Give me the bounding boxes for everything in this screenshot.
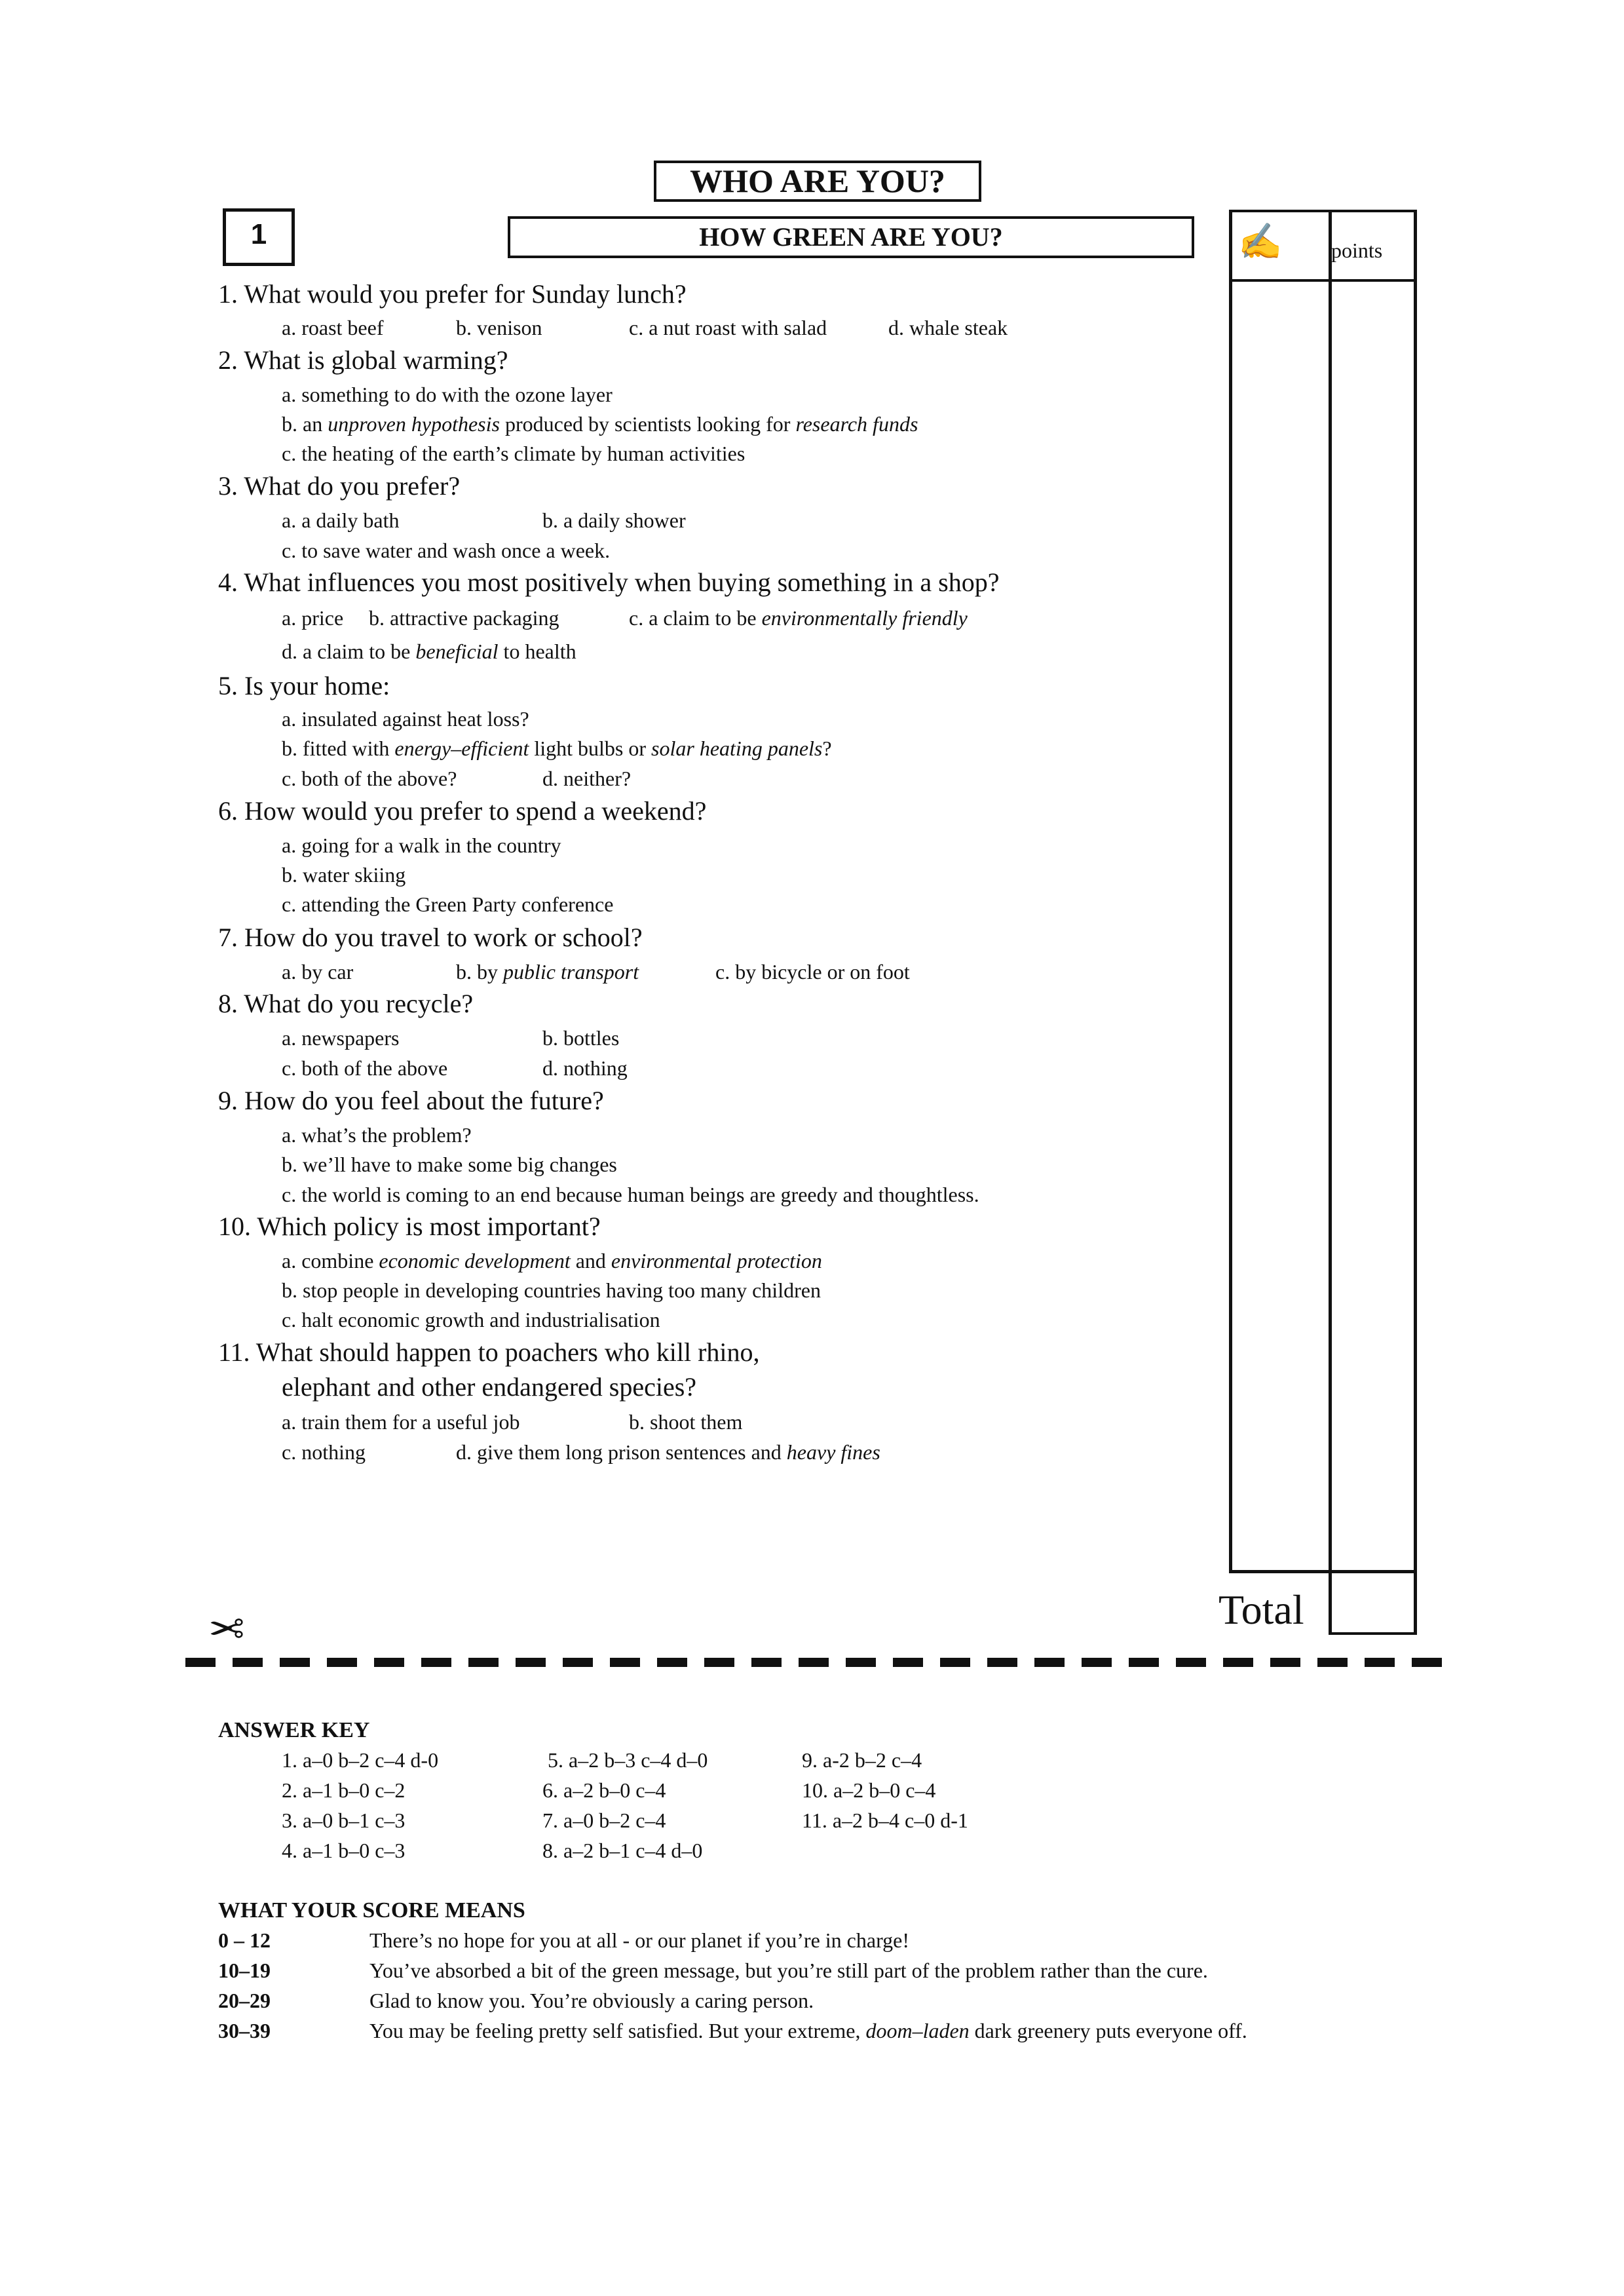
cut-line-dash [516,1658,546,1667]
option-5b: b. fitted with energy–efficient light bulbs or solar heating panels? [282,737,832,760]
option-9c: c. the world is coming to an end because human beings are greedy and thoughtless. [282,1183,979,1206]
option-11a: a. train them for a useful job [282,1410,520,1434]
cut-line-dash [1082,1658,1112,1667]
answer-key-11: 11. a–2 b–4 c–0 d-1 [802,1808,968,1832]
option-11b: b. shoot them [629,1410,743,1434]
option-6c: c. attending the Green Party conference [282,892,614,916]
question-2: 2. What is global warming? [218,345,508,375]
answer-key-2: 2. a–1 b–0 c–2 [282,1778,406,1802]
page-title: WHO ARE YOU? [654,161,981,202]
answer-key-5: 5. a–2 b–3 c–4 d–0 [548,1748,708,1772]
option-5d: d. neither? [542,767,632,790]
score-range-3: 20–29 [218,1989,271,2012]
question-11: 11. What should happen to poachers who kill rhino, [218,1337,760,1367]
answer-key-9: 9. a-2 b–2 c–4 [802,1748,922,1772]
option-9b: b. we’ll have to make some big changes [282,1153,617,1176]
option-8c: c. both of the above [282,1056,448,1080]
cut-line-dash [1412,1658,1442,1667]
cut-line-dash [1365,1658,1395,1667]
cut-line-dash [233,1658,263,1667]
option-8d: d. nothing [542,1056,628,1080]
option-11c: c. nothing [282,1440,366,1464]
quiz-title: HOW GREEN ARE YOU? [508,216,1194,258]
option-1d: d. whale steak [888,316,1008,339]
option-2b: b. an unproven hypothesis produced by scientists looking for research funds [282,412,918,436]
writing-hand-icon: ✍ [1238,222,1283,261]
answer-key-7: 7. a–0 b–2 c–4 [542,1808,666,1832]
score-text-2: You’ve absorbed a bit of the green message, but you’re still part of the problem rather than the cure. [369,1959,1208,1982]
cut-line-dash [468,1658,499,1667]
option-3b: b. a daily shower [542,508,686,532]
option-7c: c. by bicycle or on foot [715,960,910,984]
option-4d: d. a claim to be beneficial to health [282,640,576,663]
points-label: points [1331,239,1383,262]
cut-line-dash [185,1658,216,1667]
answer-key-6: 6. a–2 b–0 c–4 [542,1778,666,1802]
cut-line-dash [846,1658,876,1667]
score-text-1: There’s no hope for you at all - or our planet if you’re in charge! [369,1928,909,1952]
cut-line-dash [610,1658,640,1667]
score-meaning-heading: WHAT YOUR SCORE MEANS [218,1898,525,1923]
option-3c: c. to save water and wash once a week. [282,539,611,562]
question-10: 10. Which policy is most important? [218,1212,601,1241]
question-4: 4. What influences you most positively when buying something in a shop? [218,567,1000,597]
score-range-4: 30–39 [218,2019,271,2042]
cut-line-dash [280,1658,310,1667]
question-7: 7. How do you travel to work or school? [218,923,643,952]
cut-line-dash [893,1658,923,1667]
cut-line-dash [1034,1658,1065,1667]
option-1c: c. a nut roast with salad [629,316,827,339]
question-11-cont: elephant and other endangered species? [282,1372,697,1402]
option-4c: c. a claim to be environmentally friendly [629,606,968,630]
option-1a: a. roast beef [282,316,384,339]
question-3: 3. What do you prefer? [218,471,461,501]
question-6: 6. How would you prefer to spend a weekend? [218,796,707,826]
score-text-4: You may be feeling pretty self satisfied. But your extreme, doom–laden dark greenery puts everyone off. [369,2019,1247,2042]
section-number: 1 [223,208,295,266]
answer-key-heading: ANSWER KEY [218,1718,370,1742]
question-8: 8. What do you recycle? [218,989,474,1018]
option-5c: c. both of the above? [282,767,457,790]
option-3a: a. a daily bath [282,508,400,532]
answer-key-10: 10. a–2 b–0 c–4 [802,1778,936,1802]
question-1: 1. What would you prefer for Sunday lunch? [218,279,687,309]
cut-line-dash [1270,1658,1300,1667]
option-10b: b. stop people in developing countries having too many children [282,1278,821,1302]
scissors-icon: ✂ [208,1606,245,1654]
score-range-2: 10–19 [218,1959,271,1982]
answer-key-1: 1. a–0 b–2 c–4 d-0 [282,1748,439,1772]
score-range-1: 0 – 12 [218,1928,271,1952]
option-4b: b. attractive packaging [369,606,559,630]
question-5: 5. Is your home: [218,671,390,700]
option-7a: a. by car [282,960,354,984]
score-text-3: Glad to know you. You’re obviously a caring person. [369,1989,814,2012]
cut-line-dash [327,1658,357,1667]
option-1b: b. venison [456,316,542,339]
option-2c: c. the heating of the earth’s climate by human activities [282,442,746,465]
cut-line-dash [704,1658,734,1667]
cut-line-dash [940,1658,970,1667]
cut-line-dash [751,1658,782,1667]
cut-line-dash [1223,1658,1253,1667]
answer-key-4: 4. a–1 b–0 c–3 [282,1839,406,1862]
cut-line-dash [799,1658,829,1667]
cut-line-dash [421,1658,451,1667]
answer-key-3: 3. a–0 b–1 c–3 [282,1808,406,1832]
option-5a: a. insulated against heat loss? [282,707,529,731]
option-8a: a. newspapers [282,1026,400,1050]
question-9: 9. How do you feel about the future? [218,1086,604,1115]
cut-line-dash [374,1658,404,1667]
option-10a: a. combine economic development and environmental protection [282,1249,822,1272]
cut-line-dash [563,1658,593,1667]
option-7b: b. by public transport [456,960,639,984]
option-6b: b. water skiing [282,863,406,887]
total-label: Total [1218,1586,1304,1633]
cut-line-dash [1176,1658,1206,1667]
option-10c: c. halt economic growth and industrialisation [282,1308,660,1331]
option-8b: b. bottles [542,1026,620,1050]
option-2a: a. something to do with the ozone layer [282,383,613,406]
option-4a: a. price [282,606,344,630]
option-9a: a. what’s the problem? [282,1123,472,1147]
cut-line-dash [1129,1658,1159,1667]
cut-line-dash [1317,1658,1348,1667]
cut-line-dash [987,1658,1017,1667]
answer-key-8: 8. a–2 b–1 c–4 d–0 [542,1839,703,1862]
option-11d: d. give them long prison sentences and heavy fines [456,1440,880,1464]
cut-line-dash [657,1658,687,1667]
option-6a: a. going for a walk in the country [282,833,561,857]
